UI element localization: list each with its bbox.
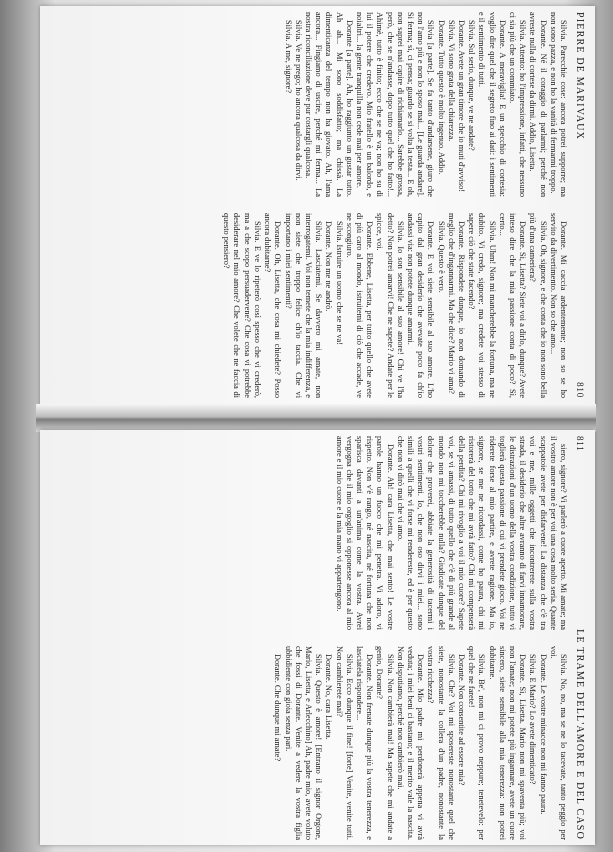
dialogue-paragraph: Silvia. Ve ne prego; ho ancora qualcosa da dirvi.: [293, 20, 303, 181]
dialogue-paragraph: Silvia. Questo è vero.: [436, 221, 446, 293]
page-811: [55, 436, 585, 840]
dialogue-paragraph: Silvia. Sul serio, dunque, ve ne andate?: [467, 20, 477, 151]
text-column: [221, 213, 568, 398]
dialogue-paragraph: Dorante [a parte]. Ah, ho raggiunto un gustar tutto. Ah ah... Mi sono soddisfatto; ma chissà. La dimenticanza del tempo non ha giovato. Ah, l'ama ancora... Fingiamo di uscire, perché mi ferma... La nostra riconciliazione deve pur costargli qualcosa.: [303, 12, 354, 197]
dialogue-paragraph: Silvia. Attento: ho l'impressione, infatti, che nessuno ci sia più che un commiato.: [507, 12, 528, 197]
dialogue-paragraph: Dorante. No, cara Lisetta.: [324, 654, 334, 740]
dialogue-paragraph: Dorante. Rispondete dunque, io non domando di meglio che d'ingannarmi. Ma che dice? Mario vi ama?: [446, 213, 466, 398]
book-gutter: [36, 404, 596, 432]
text-columns: [221, 12, 568, 398]
dialogue-paragraph: Silvia. Oh, signore, e che conta che io non sono bella più d'una cameriera?: [528, 213, 548, 398]
running-head-title: LE TRAME DELL'AMORE E DEL CASO: [574, 629, 585, 840]
dialogue-paragraph: Dorante. Mio padre mi perdonerà appena vi avrà veduta; i miei beni ci bastano; e il merito vale la nascita. Non disputiamo, perché non cambierò mai.: [395, 646, 426, 840]
dialogue-paragraph: Dorante. A meraviglia! E un specchio di cortesia: voglio dire quel che il segreto fino ai dati: i sentimenti e il sentimento di tutti.: [477, 12, 507, 197]
dialogue-paragraph: Dorante. Né il coraggio di parlarmi; perché non avreste nulla di cortese da dirmi. Addio, Lisetta.: [528, 12, 548, 197]
dialogue-paragraph: Dorante. Ebbene, Lisetta, per tutto quello che avete di più caro al mondo, istruitemi di ciò che accade, ve ne scongiuro.: [344, 213, 375, 398]
dialogue-paragraph: Dorante. Non me ne andrò.: [324, 221, 334, 312]
dialogue-paragraph: Dorante. Avete un gran timore che io muti d'avviso!: [456, 20, 466, 193]
dialogue-paragraph: Silvia. Non cambierà mai! Ma sapete che mi andate a genio, Dorante?: [375, 646, 395, 840]
text-columns: [272, 436, 568, 840]
running-head: [574, 436, 585, 840]
running-head: [574, 12, 585, 398]
dialogue-paragraph: Dorante. Mi caccia ardentemente; non so se ho servito da divertimento. Non so che amo...: [548, 213, 568, 398]
text-column: [272, 646, 568, 840]
dialogue-paragraph: Silvia. A me, signore?: [283, 20, 293, 94]
dialogue-paragraph: Dorante. Non frenate dunque più la vostra tenerezza, e lasciatela rispondere...: [354, 646, 375, 840]
dialogue-paragraph: Dorante. Le vostre minacce non mi fanno paura.: [538, 654, 548, 815]
dialogue-paragraph: Silvia. Istruire un uomo che se ne va!: [334, 221, 344, 345]
dialogue-paragraph: Dorante. Oh, Lisetta, che cosa mi chiedete? Posso ancora dubitarne?: [263, 213, 283, 398]
page-810: [55, 12, 585, 398]
dialogue-paragraph: Silvia. Io son sensibile al suo amore! Chi ve l'ha detto? Non potrei amarvi! Che ne sapete? Andate per le spicce, voi.: [375, 213, 405, 398]
running-head-title: PIERRE DE MARIVAUX: [574, 12, 585, 141]
dialogue-paragraph: Silvia. No, no, ma se ne lo tacevate, tanto peggio per voi.: [548, 646, 568, 840]
dialogue-paragraph: siero, signore? Vi parlerò a cuore aperto. Mi amate; ma il vostro amore non è per voi una cosa molto seria. Quante scappatoie avete per disfarvene! La distanza che c'è tra voi e me, mille oggetti che incontrerete sulla vostra strada, il desiderio che altre avranno di farvi innamorare, le distrazioni d'un uomo della vostra condizione, tutto vi toglierà questa passione di cui vi prendete gioco. Voi ne riderete forse al mio partire, e avrete ragione. Ma io, signore, se me ne ricordassi, come ho paura, chi mi ristorerà del torto che mi avrà fatto? Chi mi compenserà della perdita? Chi mi rivoglio a voi il mio cuore? Sapete voi, se vi amassi, di tutto quello che c'è di più grande al mondo non mi toccherebbe nulla? Giudicate dunque del dolore che proverei, abbiate la generosità di tacermi i vostri sentimenti. Io, che non oso dirvi i miei... sono simili a quelli che vi forse mi rendereste, ed è per questo che non vi dirò mai che vi amo.: [395, 436, 568, 631]
dialogue-paragraph: Dorante. Sì, Lisetta. Mario non mi spaventa più; voi non l'amate; non mi potete più ingannare, avete un cuore sincero, siete sensibile alla mia tenerezza: non potrei dubitarne.: [487, 646, 528, 840]
dialogue-paragraph: Silvia. Vi sono grata della chiarezza.: [446, 20, 456, 142]
dialogue-paragraph: Silvia. Uhm! Non mi mancherebbe la fortuna, ma ne dubito. Vi credo, signore; ma credete voi stesso di sapere ciò che state facendo?: [467, 213, 497, 398]
dialogue-paragraph: Dorante. Non consentite ad essere mia?: [456, 654, 466, 786]
page-number: 811: [575, 436, 585, 452]
dialogue-paragraph: Dorante. Che dunque mi amate?: [273, 654, 283, 762]
dialogue-paragraph: Silvia [a parte]. Se fa tanto d'andarsene, giuro che non l'amo più e non lo sposo mai... [Le guarda andare]. Si ferma; sì, ci pensa; guardo se si volta la testa... E oh, non saprei mai capire di richiamarlo... Sarebbe grossa, però, che se n'andasse, dopo tutto quel che ho fatto!... Ahimè, tutto è finito; ecco che se ne va; non ho su di lui il potere che credevo. Mio fratello è un balordo, e noialtri... la gente tranquilla non cede mai per amore.: [354, 12, 436, 197]
dialogue-paragraph: Silvia. Be', non mi ci provo neppure; tenetevelo: per quel che ne farete!: [467, 646, 487, 840]
dialogue-paragraph: Silvia. Ecco dunque il fine! [forte] Venite, venite tutti. Non cambierete mai?: [334, 646, 354, 840]
dialogue-paragraph: Dorante. Si, Lisetta? Siete voi a dirlo, dunque? Avete inteso dire che la mia passione conta di poco? Sì, certo...: [497, 213, 528, 398]
text-column: [272, 436, 568, 630]
dialogue-paragraph: Dorante. E voi siete sensibile al suo amore. L'ho capito dal gran desiderio che avevate poco fa ch'io andassi via: non potete dunque amarmi.: [405, 213, 436, 398]
dialogue-paragraph: Silvia. Questo è amore! [Entrano il signor Orgone, Mario, Lisetta, e Arlecchino] Ah, padre mio, avete voluto che fossi di Dorante. Venite a vedere la vostra figlia ubbidiente con gioia senza pari.: [283, 646, 324, 840]
dialogue-paragraph: Silvia. E ve lo ripeterò così spesso che vi crederò, ma a che scopo persuadervene? Che cosa vi potrebbe desiderare nel mio amore? Che volete che ne faccia di questo pensiero?: [222, 213, 262, 398]
dialogue-paragraph: Silvia. Parecchie cose: ancora potrei supporre; ma non sono pazza, e non ho la vanità di fermarmi troppo.: [548, 12, 568, 197]
dialogue-paragraph: Silvia. Lasciatemi. Se davvero mi amate, non interrogatemi. Voi non temete che la mia indifferenza, e non siete che troppo felice ch'io taccia. Che vi importano i miei sentimenti?: [283, 213, 324, 398]
text-column: [221, 12, 568, 197]
dialogue-paragraph: Dorante. Ah! cara Lisetta, che mai sento! Le vostre parole hanno un fuoco che mi penetra. Vi adoro, vi rispetto. Non v'è rango, né nascita, né fortuna che non sparisca davanti a un'anima come la vostra. Avrei vergogna che il mio orgoglio si opponesse ancora al mio amore e il mio cuore e la mia mano vi appartengono.: [334, 436, 395, 630]
dialogue-paragraph: Silvia. E Mario? Lo avete dimenticato?: [528, 654, 538, 785]
dialogue-paragraph: Silvia. Che? Voi mi sposereste nonostante quel che siete, nonostante la collera d'un padre, nonostante la vostra ricchezza?: [426, 646, 456, 840]
dialogue-paragraph: Dorante. Tutto questo è molto ingenuo. Addio.: [436, 20, 446, 175]
page-number: 810: [575, 382, 585, 398]
